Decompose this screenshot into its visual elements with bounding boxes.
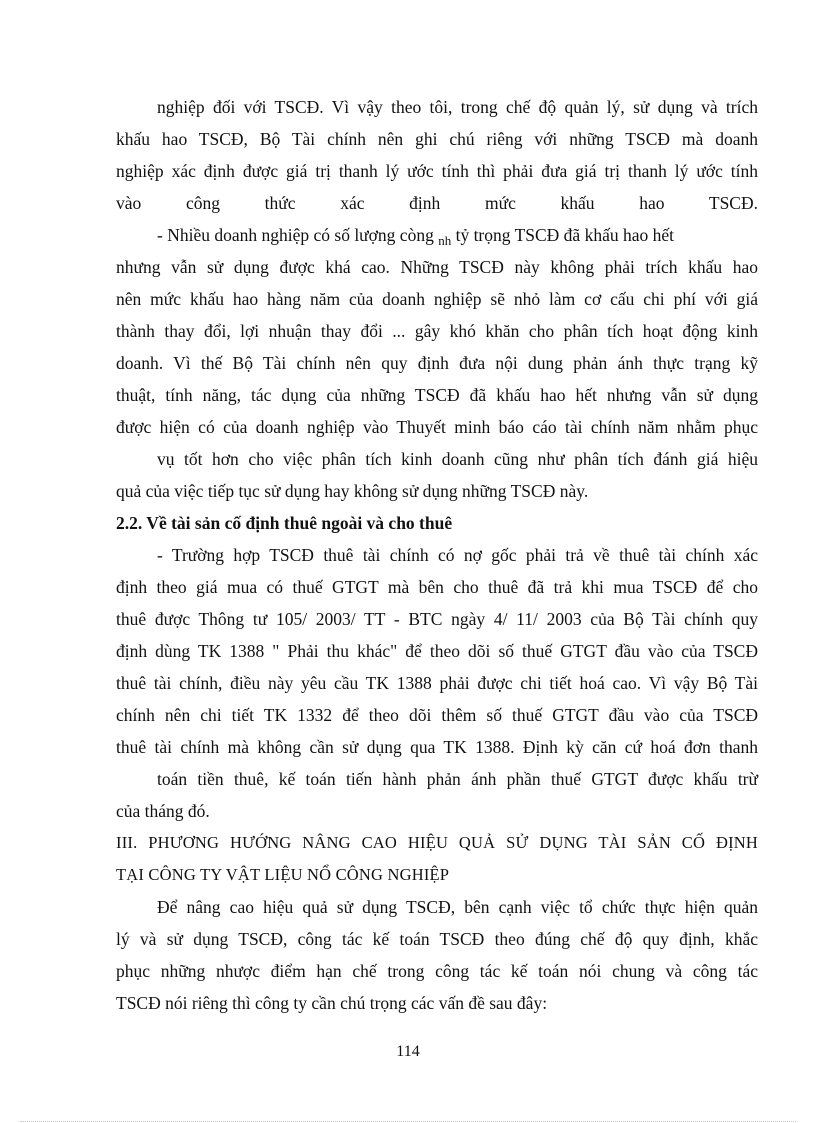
text-line: thuê tài chính mà không cần sử dụng qua TK 1388. Định kỳ căn cứ hoá đơn thanh <box>116 737 758 757</box>
text-line: thành thay đổi, lợi nhuận thay đổi ... gây khó khăn cho phân tích hoạt động kinh <box>116 321 758 341</box>
text-line: nghiệp xác định được giá trị thanh lý ước tính thì phải đưa giá trị thanh lý ước tính <box>116 161 758 181</box>
section-heading: 2.2. Về tài sản cố định thuê ngoài và cho thuê <box>116 513 453 533</box>
text-line: vụ tốt hơn cho việc phân tích kinh doanh cũng như phân tích đánh giá hiệu <box>157 449 758 469</box>
text-line: doanh. Vì thế Bộ Tài chính nên quy định đưa nội dung phản ánh thực trạng kỹ <box>116 353 758 373</box>
text-line: thuê được Thông tư 105/ 2003/ TT - BTC ngày 4/ 11/ 2003 của Bộ Tài chính quy <box>116 609 758 629</box>
text-fragment: - Nhiều doanh nghiệp có số lượng còng <box>157 225 434 245</box>
text-line: - Trường hợp TSCĐ thuê tài chính có nợ gốc phải trả về thuê tài chính xác <box>157 545 758 565</box>
chapter-heading: III. PHƯƠNG HƯỚNG NÂNG CAO HIỆU QUẢ SỬ DỤNG TÀI SẢN CỐ ĐỊNH <box>116 833 758 852</box>
text-fragment: tỷ trọng TSCĐ đã khấu hao hết <box>455 225 674 245</box>
text-line: thuật, tính năng, tác dụng của những TSCĐ đã khấu hao hết nhưng vẫn sử dụng <box>116 385 758 405</box>
text-line: lý và sử dụng TSCĐ, công tác kế toán TSCĐ theo đúng chế độ quy định, khắc <box>116 929 758 949</box>
text-line: quả của việc tiếp tục sử dụng hay không sử dụng những TSCĐ này. <box>116 481 589 501</box>
text-line: phục những nhược điểm hạn chế trong công tác kế toán nói chung và công tác <box>116 961 758 981</box>
text-line: TSCĐ nói riêng thì công ty cần chú trọng các vấn đề sau đây: <box>116 993 548 1013</box>
text-line: khấu hao TSCĐ, Bộ Tài chính nên ghi chú riêng với những TSCĐ mà doanh <box>116 129 758 149</box>
text-line: của tháng đó. <box>116 801 210 821</box>
text-line: được hiện có của doanh nghiệp vào Thuyết minh báo cáo tài chính năm nhằm phục <box>116 417 758 437</box>
text-line: nghiệp đối với TSCĐ. Vì vậy theo tôi, trong chế độ quản lý, sử dụng và trích <box>157 97 758 117</box>
text-line: định theo giá mua có thuế GTGT mà bên cho thuê đã trả khi mua TSCĐ để cho <box>116 577 758 597</box>
text-line: vào công thức xác định mức khấu hao TSCĐ. <box>116 193 758 213</box>
text-line: chính nên chi tiết TK 1332 để theo dõi thêm số thuế GTGT đầu vào của TSCĐ <box>116 705 758 725</box>
text-line: thuê tài chính, điều này yêu cầu TK 1388 phải được chi tiết hoá cao. Vì vậy Bộ Tài <box>116 673 758 693</box>
stray-fragment: nh <box>438 233 452 248</box>
text-line: nhưng vẫn sử dụng được khá cao. Những TSCĐ này không phải trích khấu hao <box>116 257 758 277</box>
text-line: định dùng TK 1388 " Phải thu khác" để theo dõi số thuế GTGT đầu vào của TSCĐ <box>116 641 758 661</box>
text-line: Để nâng cao hiệu quả sử dụng TSCĐ, bên cạnh việc tổ chức thực hiện quản <box>157 897 758 917</box>
page-number: 114 <box>396 1043 420 1060</box>
text-line <box>157 219 758 253</box>
page-bottom-border <box>20 1121 796 1122</box>
text-line: nên mức khấu hao hàng năm của doanh nghiệp sẽ nhỏ làm cơ cấu chi phí với giá <box>116 289 758 309</box>
text-line: toán tiền thuê, kế toán tiến hành phản ánh phần thuế GTGT được khấu trừ <box>157 769 758 789</box>
chapter-heading: TẠI CÔNG TY VẬT LIỆU NỔ CÔNG NGHIỆP <box>116 865 450 884</box>
